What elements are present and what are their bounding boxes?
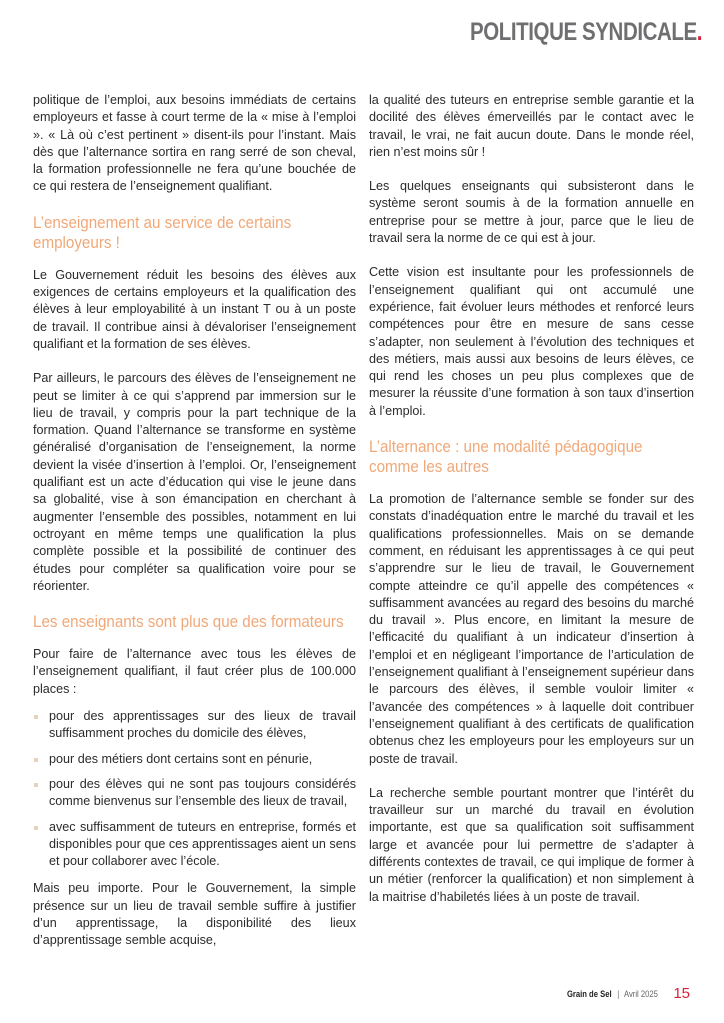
bullet-list xyxy=(33,708,356,870)
bullet-square-icon xyxy=(34,783,38,787)
bullet-square-icon xyxy=(34,715,38,719)
section-heading: L’alternance : une modalité pédagogique comme les autres xyxy=(369,438,643,477)
footer-separator: | xyxy=(617,988,620,999)
list-item: avec suffisamment de tuteurs en entreprise, formés et disponibles pour que ces apprentissages aient un sens et pour collaborer avec l’école. xyxy=(33,819,356,871)
paragraph: la qualité des tuteurs en entreprise semble garantie et la docilité des élèves émerveillés par le contact avec le travail, le vrai, ne fait aucun doute. Dans le monde réel, rien n’est moins sûr ! xyxy=(369,93,694,159)
issue-date: Avril 2025 xyxy=(624,988,659,999)
page-footer xyxy=(563,985,690,1002)
left-column xyxy=(33,92,356,967)
paragraph: Pour faire de l’alternance avec tous les élèves de l’enseignement qualifiant, il faut créer plus de 100.000 places : xyxy=(33,647,356,696)
paragraph: Mais peu importe. Pour le Gouvernement, la simple présence sur un lieu de travail semble suffire à justifier d’un apprentissage, la disponibilité des lieux d’apprentissage semble acquise, xyxy=(33,881,356,948)
right-column xyxy=(369,92,694,923)
paragraph: La promotion de l’alternance semble se fonder sur des constats d’inadéquation entre le marché du travail et les qualifications professionnelles. Mais on se demande comment, en réduisant les apprentissages à ce qui peut s’apprendre sur le lieu de travail, le Gouvernement compte atteindre ce qu’il appelle des compétences « suffisamment avancées au regard des besoins du marché du travail ». Plus encore, en limitant la mesure de l’efficacité du qualifiant à un indicateur d’insertion à l’emploi et en négligeant l’importance de l’articulation de l’enseignement qualifiant à l’enseignement supérieur dans le parcours des élèves, il semble vouloir limiter « l’avancée des compétences » à laquelle doit contribuer l’enseignement qualifiant à des certificats de qualification obtenus chez les employeurs pour les employeurs sur un poste de travail. xyxy=(369,492,694,766)
section-title-dot: . xyxy=(696,18,702,46)
paragraph: Cette vision est insultante pour les professionnels de l’enseignement qualifiant qui ont accumulé une expérience, fait évoluer leurs méthodes et renforcé leurs compétences pour être en mesure de sans cesse s’adapter, non seulement à l’évolution des techniques et des métiers, mais aussi aux besoins de leurs élèves, ce qui rend les choses un peu plus complexes que de mesurer la réussite d’une formation à son taux d’insertion à l’emploi. xyxy=(369,265,694,418)
paragraph: politique de l’emploi, aux besoins immédiats de certains employeurs et fasse à court terme de la « mise à l’emploi ». « Là où c’est pertinent » disent-ils pour l’instant. Mais dès que l’alternance sortira en rang serré de son cheval, la formation professionnelle ne fera qu’une bouchée de ce qui restera de l’enseignement qualifiant. xyxy=(33,93,356,194)
list-item: pour des élèves qui ne sont pas toujours considérés comme bienvenus sur l’ensemble des lieux de travail, xyxy=(33,776,356,811)
section-title-text: POLITIQUE SYNDICALE xyxy=(469,18,697,46)
bullet-square-icon xyxy=(34,758,38,762)
list-item: pour des apprentissages sur des lieux de travail suffisamment proches du domicile des élèves, xyxy=(33,708,356,743)
paragraph: Le Gouvernement réduit les besoins des élèves aux exigences de certains employeurs et la qualification des élèves à leur employabilité à un instant T ou à un poste de travail. Il contribue ainsi à dévaloriser l’enseignement qualifiant et la formation de ses élèves. xyxy=(33,267,356,351)
section-heading: L’enseignement au service de certains employeurs ! xyxy=(33,213,292,252)
list-item: pour des métiers dont certains sont en pénurie, xyxy=(33,751,356,768)
magazine-name: Grain de Sel xyxy=(566,988,612,999)
paragraph: Les quelques enseignants qui subsisteront dans le système seront soumis à de la formation annuelle en entreprise pour se mettre à jour, parce que le lieu de travail sera la norme de ce qui est à jour. xyxy=(369,179,694,246)
section-heading: Les enseignants sont plus que des formateurs xyxy=(33,613,344,632)
section-title xyxy=(470,18,702,47)
page-number: 15 xyxy=(673,985,690,1002)
paragraph: Par ailleurs, le parcours des élèves de l’enseignement ne peut se limiter à ce qui s’apprend par immersion sur le lieu de travail, y compris pour la part technique de la formation. Quand l’alternance se transforme en système généralisé d’organisation de l’enseignement, la norme devient la visée d’insertion à l’emploi. Or, l’enseignement qualifiant est un acte d’éducation qui vise le jeune dans sa globalité, vise à son émancipation en cherchant à augmenter l’ensemble des possibles, notamment en lui octroyant en même temps une qualification la plus complète possible et la possibilité de continuer des études pour compléter sa qualification voire pour se réorienter. xyxy=(33,371,356,593)
paragraph: La recherche semble pourtant montrer que l’intérêt du travailleur sur un marché du travail en évolution importante, est que sa qualification soit suffisamment large et avancée pour lui permettre de s’adapter à différents contextes de travail, ce qui implique de former à un métier (renforcer la qualification) et non simplement à la maitrise d’habiletés liées à un poste de travail. xyxy=(369,785,694,904)
bullet-square-icon xyxy=(34,826,38,830)
